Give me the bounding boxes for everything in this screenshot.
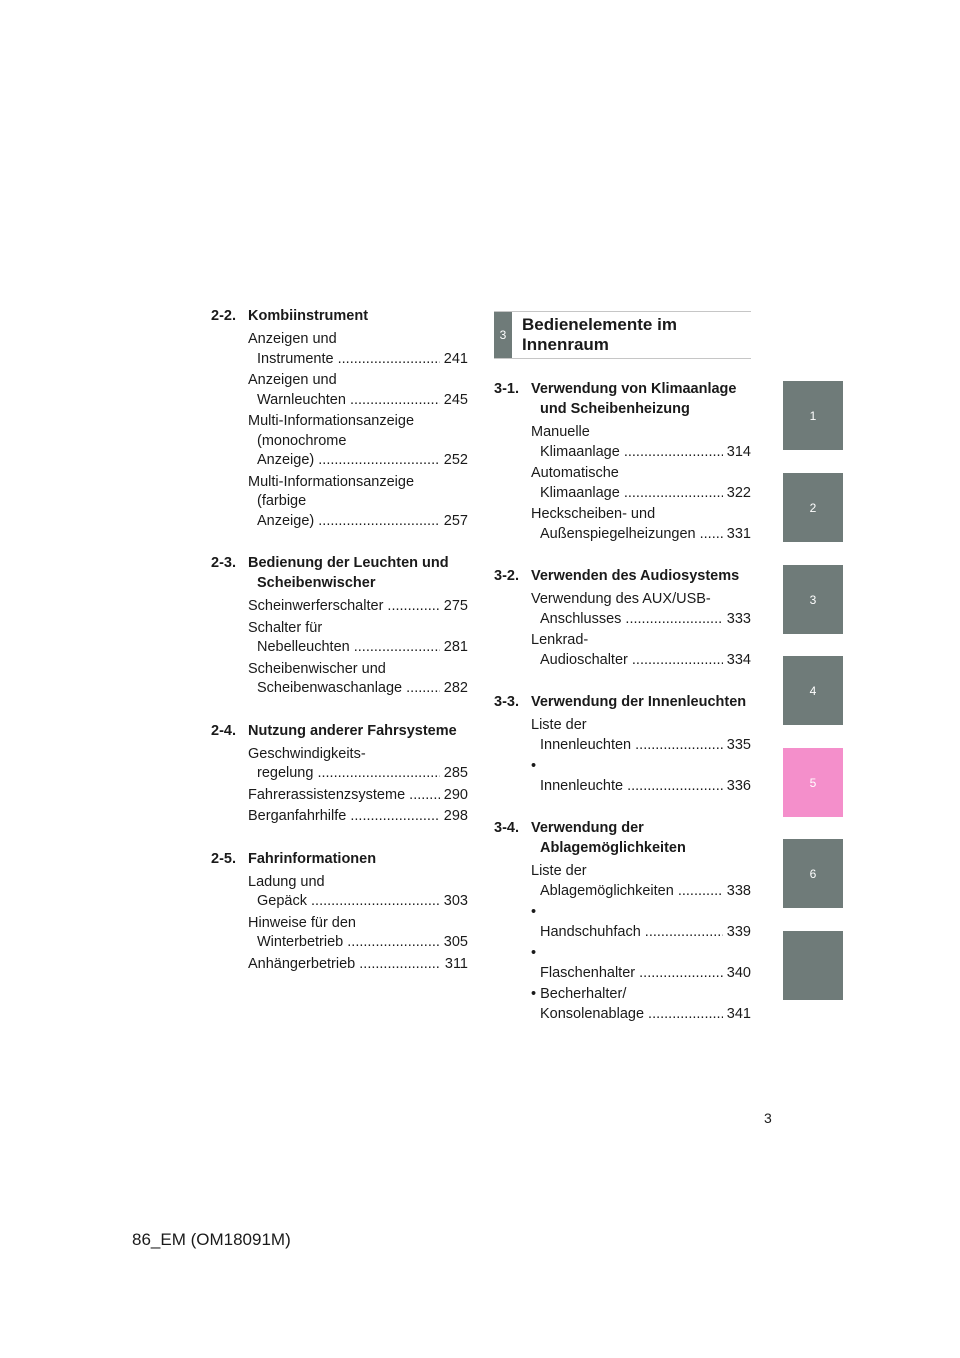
toc-entry[interactable] xyxy=(531,423,751,462)
section-title: Verwendung der Innenleuchten xyxy=(531,694,747,710)
entry-page: 303 xyxy=(443,893,468,909)
entry-text: • Flaschenhalter ..... xyxy=(531,944,723,983)
entry-page: 282 xyxy=(443,680,468,696)
entry-text: Anhängerbetrieb ..... xyxy=(248,955,441,975)
entry-page: 322 xyxy=(726,484,751,501)
side-tab-5[interactable]: 5 xyxy=(783,748,843,817)
section-number: 3-2. xyxy=(494,568,519,584)
section-number: 2-5. xyxy=(211,850,236,867)
toc-entry[interactable] xyxy=(531,903,751,942)
entry-text: Manuelle Klimaanlage ..... xyxy=(531,423,723,462)
section-title: Bedienung der Leuchten und Scheibenwischer xyxy=(248,555,449,591)
entry-text: Heckscheiben- und Außenspiegelheizungen ..... xyxy=(531,505,723,544)
entry-text: • Becherhalter/ Konsolenablage ..... xyxy=(531,985,723,1024)
toc-entry[interactable] xyxy=(531,985,751,1024)
entry-page: 333 xyxy=(726,610,751,627)
toc-entry[interactable] xyxy=(531,590,751,629)
toc-section-3-1 xyxy=(494,379,751,544)
entry-text: • Innenleuchte ..... xyxy=(531,757,723,796)
section-title: Verwendung der Ablagemöglichkeiten xyxy=(531,820,686,856)
toc-section-2-4 xyxy=(211,721,468,827)
toc-entry[interactable] xyxy=(248,473,468,532)
section-title: Verwendung von Klimaanlage und Scheibenheizung xyxy=(531,381,737,417)
section-heading[interactable] xyxy=(211,306,468,326)
entry-text: Liste der Ablagemöglichkeiten ..... xyxy=(531,862,723,901)
entry-text: Schalter für Nebelleuchten ..... xyxy=(248,619,440,658)
toc-entry[interactable] xyxy=(248,807,468,827)
entry-text: Anzeigen und Instrumente ..... xyxy=(248,330,440,369)
entry-text: Liste der Innenleuchten ..... xyxy=(531,716,723,755)
toc-right-column xyxy=(494,311,751,1046)
section-heading[interactable] xyxy=(211,849,468,869)
entry-page: 257 xyxy=(443,512,468,529)
section-number: 3-1. xyxy=(494,381,519,397)
entry-page: 336 xyxy=(726,777,751,794)
section-title: Verwenden des Audiosystems xyxy=(531,568,740,584)
entry-text: Lenkrad-Audioschalter ..... xyxy=(531,631,723,670)
toc-entry[interactable] xyxy=(248,660,468,699)
entry-page: 305 xyxy=(443,934,468,950)
entry-page: 245 xyxy=(443,391,468,408)
entry-text: Hinweise für den Winterbetrieb ..... xyxy=(248,914,440,953)
chapter-tab: 3 xyxy=(494,312,512,358)
section-heading[interactable] xyxy=(494,566,751,586)
entry-page: 298 xyxy=(443,808,468,824)
section-number: 2-4. xyxy=(211,722,236,739)
entry-page: 335 xyxy=(726,736,751,753)
toc-entry[interactable] xyxy=(248,955,468,975)
toc-left-column xyxy=(211,306,468,996)
chapter-heading[interactable] xyxy=(494,311,751,359)
entry-page: 311 xyxy=(444,955,468,972)
entry-page: 285 xyxy=(443,765,468,781)
entry-page: 339 xyxy=(726,923,751,940)
toc-entry[interactable] xyxy=(531,944,751,983)
side-tab-4[interactable]: 4 xyxy=(783,656,843,725)
toc-entry[interactable] xyxy=(248,745,468,784)
entry-text: Multi-Informationsanzeige (farbige Anzeige) ..... xyxy=(248,473,440,532)
entry-text: Anzeigen und Warnleuchten ..... xyxy=(248,371,440,410)
section-heading[interactable] xyxy=(494,818,751,858)
side-tab-1[interactable]: 1 xyxy=(783,381,843,450)
toc-entry[interactable] xyxy=(248,371,468,410)
entry-page: 340 xyxy=(726,964,751,981)
chapter-title: Bedienelemente im Innenraum xyxy=(522,315,677,354)
entry-text: Berganfahrhilfe ..... xyxy=(248,807,440,827)
entry-text: • Handschuhfach ..... xyxy=(531,903,723,942)
side-tab-2[interactable]: 2 xyxy=(783,473,843,542)
entry-page: 275 xyxy=(443,598,468,614)
toc-entry[interactable] xyxy=(248,914,468,953)
entry-text: Geschwindigkeits-regelung ..... xyxy=(248,745,440,784)
entry-text: Automatische Klimaanlage ..... xyxy=(531,464,723,503)
toc-entry[interactable] xyxy=(248,330,468,369)
section-number: 3-3. xyxy=(494,694,519,710)
entry-page: 290 xyxy=(443,786,468,803)
section-heading[interactable] xyxy=(211,721,468,741)
toc-entry[interactable] xyxy=(531,716,751,755)
toc-entry[interactable] xyxy=(248,873,468,912)
toc-entry[interactable] xyxy=(531,505,751,544)
toc-section-2-3 xyxy=(211,553,468,699)
section-heading[interactable] xyxy=(494,379,751,419)
toc-entry[interactable] xyxy=(531,464,751,503)
entry-text: Fahrerassistenzsysteme ..... xyxy=(248,786,440,806)
toc-entry[interactable] xyxy=(531,862,751,901)
entry-text: Scheinwerferschalter ..... xyxy=(248,597,440,617)
toc-entry[interactable] xyxy=(248,597,468,617)
section-heading[interactable] xyxy=(211,553,468,593)
toc-section-2-5 xyxy=(211,849,468,975)
entry-page: 241 xyxy=(443,350,468,367)
toc-section-3-4 xyxy=(494,818,751,1024)
toc-entry[interactable] xyxy=(531,757,751,796)
section-heading[interactable] xyxy=(494,692,751,712)
section-number: 2-3. xyxy=(211,555,236,571)
footer-code: 86_EM (OM18091M) xyxy=(132,1230,291,1249)
toc-entry[interactable] xyxy=(531,631,751,670)
entry-page: 338 xyxy=(726,882,751,899)
side-tab-7[interactable] xyxy=(783,931,843,1000)
page-number: 3 xyxy=(764,1110,772,1126)
entry-text: Verwendung des AUX/USB-Anschlusses ..... xyxy=(531,590,723,629)
entry-page: 281 xyxy=(443,639,468,655)
toc-section-3-2 xyxy=(494,566,751,670)
entry-text: Ladung und Gepäck ..... xyxy=(248,873,440,912)
section-title: Fahrinformationen xyxy=(248,850,377,867)
toc-entry[interactable] xyxy=(248,786,468,806)
toc-entry[interactable] xyxy=(248,412,468,471)
entry-text: Multi-Informationsanzeige (monochrome Anzeige) ..... xyxy=(248,412,440,471)
side-tab-3[interactable]: 3 xyxy=(783,565,843,634)
toc-section-3-3 xyxy=(494,692,751,796)
section-number: 3-4. xyxy=(494,820,519,836)
section-title: Nutzung anderer Fahrsysteme xyxy=(248,722,457,739)
entry-page: 252 xyxy=(443,452,468,468)
entry-text: Scheibenwischer und Scheibenwaschanlage ..... xyxy=(248,660,440,699)
entry-page: 314 xyxy=(726,443,751,460)
side-tab-6[interactable]: 6 xyxy=(783,839,843,908)
entry-page: 334 xyxy=(726,651,751,668)
section-number: 2-2. xyxy=(211,308,236,324)
toc-section-2-2 xyxy=(211,306,468,531)
entry-page: 331 xyxy=(726,525,751,542)
entry-page: 341 xyxy=(726,1005,751,1022)
section-title: Kombiinstrument xyxy=(248,308,369,324)
toc-entry[interactable] xyxy=(248,619,468,658)
